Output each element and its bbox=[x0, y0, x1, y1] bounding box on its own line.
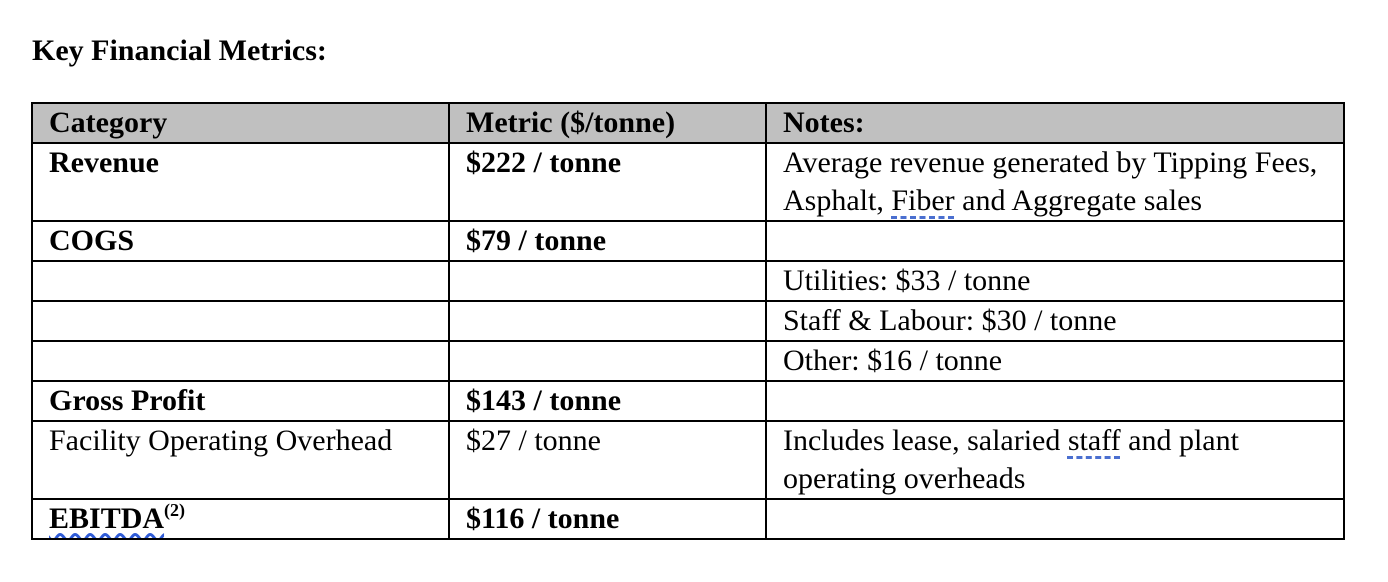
header-category: Category bbox=[32, 103, 449, 143]
table-row bbox=[32, 221, 1344, 261]
table-header-row bbox=[32, 103, 1344, 143]
row-category: Gross Profit bbox=[32, 381, 449, 421]
row-notes bbox=[766, 221, 1344, 261]
table-row bbox=[32, 341, 1344, 381]
row-metric bbox=[449, 301, 766, 341]
row-category bbox=[32, 301, 449, 341]
row-metric: $143 / tonne bbox=[449, 381, 766, 421]
header-metric: Metric ($/tonne) bbox=[449, 103, 766, 143]
row-metric: $222 / tonne bbox=[449, 143, 766, 221]
footnote-marker: (2) bbox=[164, 500, 186, 520]
row-notes: Other: $16 / tonne bbox=[766, 341, 1344, 381]
notes-text: and plant operating overheads bbox=[783, 424, 1239, 495]
table-row bbox=[32, 143, 1344, 221]
header-notes: Notes: bbox=[766, 103, 1344, 143]
row-notes bbox=[766, 381, 1344, 421]
table-row bbox=[32, 381, 1344, 421]
row-category: Revenue bbox=[32, 143, 449, 221]
table-row bbox=[32, 301, 1344, 341]
page-title: Key Financial Metrics: bbox=[32, 34, 327, 67]
grammar-flagged-word[interactable]: EBITDA bbox=[49, 502, 165, 535]
row-notes: Utilities: $33 / tonne bbox=[766, 261, 1344, 301]
row-notes bbox=[766, 421, 1344, 499]
row-category bbox=[32, 341, 449, 381]
row-category bbox=[32, 261, 449, 301]
row-notes: Staff & Labour: $30 / tonne bbox=[766, 301, 1344, 341]
row-category: COGS bbox=[32, 221, 449, 261]
row-notes bbox=[766, 499, 1344, 539]
row-metric: $116 / tonne bbox=[449, 499, 766, 539]
row-category: Facility Operating Overhead bbox=[32, 421, 449, 499]
row-notes bbox=[766, 143, 1344, 221]
table-row bbox=[32, 261, 1344, 301]
table-row bbox=[32, 421, 1344, 499]
spellcheck-flagged-word[interactable]: staff bbox=[1067, 424, 1121, 457]
spellcheck-flagged-word[interactable]: Fiber bbox=[891, 184, 955, 217]
row-metric bbox=[449, 341, 766, 381]
row-category bbox=[32, 499, 449, 539]
table-row bbox=[32, 499, 1344, 539]
row-metric bbox=[449, 261, 766, 301]
notes-text: Average revenue generated by Tipping Fees, Asphalt, bbox=[783, 146, 1318, 217]
financial-metrics-table bbox=[31, 102, 1345, 540]
notes-text: Includes lease, salaried bbox=[783, 424, 1068, 457]
notes-text: and Aggregate sales bbox=[954, 184, 1203, 217]
row-metric: $27 / tonne bbox=[449, 421, 766, 499]
row-metric: $79 / tonne bbox=[449, 221, 766, 261]
